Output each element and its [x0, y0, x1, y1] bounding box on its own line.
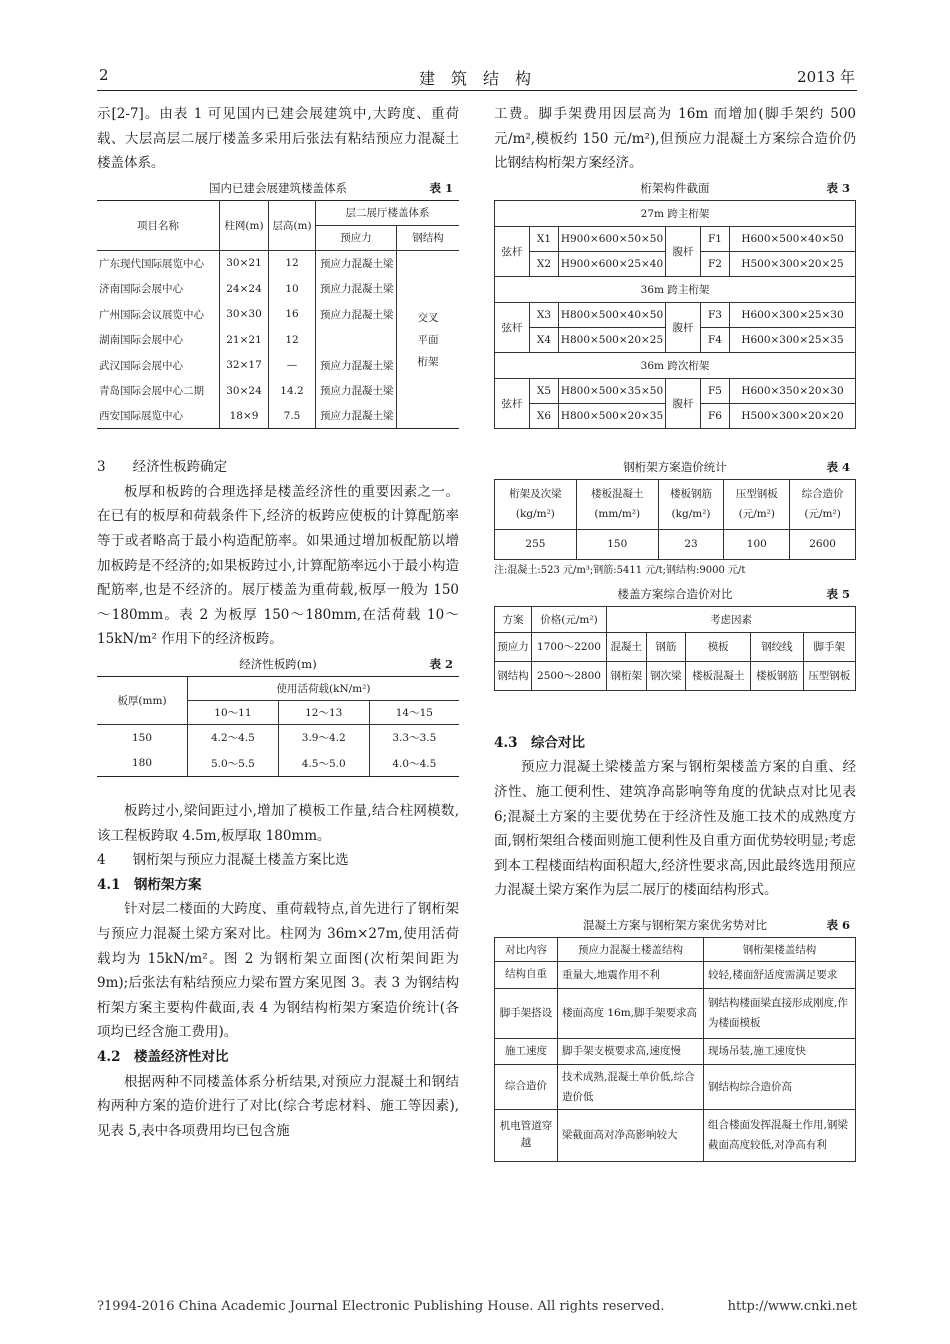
t1-height: 14.2	[269, 378, 316, 404]
intro-paragraph: 示[2-7]。由表 1 可见国内已建会展建筑中,大跨度、重荷载、大层高层二展厅楼盖多采用后张法有粘结预应力混凝土楼盖体系。	[97, 106, 459, 172]
table4-title: 钢桁架方案造价统计	[623, 459, 727, 474]
t1-steel-note-line: 交叉	[417, 311, 439, 324]
table1-caption	[97, 176, 459, 200]
table-row	[495, 988, 856, 1038]
table-row	[495, 226, 856, 251]
table-row	[97, 250, 459, 276]
t1-h-height: 层高(m)	[269, 200, 316, 250]
t3-chord-size: H900×600×25×40	[559, 251, 666, 276]
table2-title: 经济性板跨(m)	[239, 657, 317, 672]
t3-group-name: 27m 跨主桁架	[495, 200, 856, 226]
t2-h-load: 使用活荷载(kN/m²)	[188, 677, 460, 701]
t2-load-2: 12～13	[278, 701, 369, 725]
t6-h-item: 对比内容	[495, 937, 558, 961]
t3-web-id: F2	[701, 251, 730, 276]
t2-cell: 3.3～3.5	[369, 725, 459, 751]
header-rule	[97, 90, 857, 91]
t2-cell: 150	[131, 731, 153, 744]
t1-grid: 18×9	[220, 403, 269, 429]
t2-cell: 5.0～5.5	[188, 751, 279, 777]
t4-header-line: 压型钢板	[735, 488, 778, 501]
footer-url[interactable]: http://www.cnki.net	[727, 1299, 857, 1314]
table4-number: 表 4	[826, 459, 850, 474]
left-column	[97, 102, 459, 1143]
t1-pre: 预应力混凝土梁	[316, 403, 397, 429]
t4-header	[576, 479, 658, 529]
t5-cell: 混凝土	[607, 632, 647, 661]
t3-web: 腹杆	[666, 226, 701, 276]
t1-h-pre: 预应力	[316, 225, 397, 250]
t2-cell: 4.2～4.5	[188, 725, 279, 751]
t6-h-pre: 预应力混凝土楼盖结构	[558, 937, 704, 961]
t1-name: 广东现代国际展览中心	[99, 257, 204, 270]
t3-web-size: H600×500×40×50	[730, 226, 856, 251]
table1-title: 国内已建会展建筑楼盖体系	[209, 180, 347, 195]
t3-web-id: F4	[701, 327, 730, 352]
table4	[494, 479, 856, 560]
t5-cell: 模板	[686, 632, 751, 661]
t2-load-3: 14～15	[369, 701, 459, 725]
year: 2013 年	[797, 68, 855, 86]
group-header	[495, 276, 856, 302]
t5-cell: 楼板混凝土	[686, 661, 751, 690]
table3-number: 表 3	[826, 180, 850, 195]
t1-steel-note-line: 平面	[417, 333, 439, 346]
t3-chord-size: H800×500×20×25	[559, 327, 666, 352]
t1-pre: 预应力混凝土梁	[316, 301, 397, 327]
t4-header	[495, 479, 577, 529]
t3-web: 腹杆	[666, 302, 701, 352]
t3-web-size: H500×300×20×25	[730, 251, 856, 276]
t1-h-grid: 柱网(m)	[220, 200, 269, 250]
t1-h-system: 层二展厅楼盖体系	[316, 200, 460, 225]
t5-cell: 压型钢板	[803, 661, 855, 690]
t1-height: 7.5	[269, 403, 316, 429]
sec43-title: 4.3 综合对比	[494, 734, 585, 751]
t2-cell: 180	[131, 757, 153, 770]
footer-copyright: ?1994-2016 China Academic Journal Electronic Publishing House. All rights reserved.	[97, 1299, 665, 1314]
t4-header-line: (元/m²)	[738, 508, 775, 521]
table1-number: 表 1	[429, 180, 453, 195]
table-row	[495, 1038, 856, 1064]
t3-web-id: F6	[701, 403, 730, 428]
table5	[494, 606, 856, 691]
table-row	[495, 1109, 856, 1161]
t1-steel-note	[397, 250, 460, 429]
table-row	[495, 661, 856, 690]
t6-steel: 钢结构楼面梁直接形成刚度,作为楼面模板	[704, 988, 856, 1038]
t3-chord-size: H800×500×20×35	[559, 403, 666, 428]
table-row	[495, 378, 856, 403]
span-paragraph: 板跨过小,梁间距过小,增加了模板工作量,结合柱网模数,该工程板跨取 4.5m,板厚取 180mm。	[97, 803, 459, 844]
t2-h-thick: 板厚(mm)	[97, 677, 188, 725]
table3-caption	[494, 176, 856, 200]
t1-height: 16	[269, 301, 316, 327]
t3-chord: 弦杆	[495, 302, 530, 352]
table4-note: 注:混凝土:523 元/m³;钢筋:5411 元/t;钢结构:9000 元/t	[494, 564, 746, 576]
t5-cell: 1700～2200	[532, 632, 607, 661]
table1	[97, 200, 459, 430]
t1-steel-note-line: 桁架	[417, 355, 439, 368]
t4-header-line: 桁架及次梁	[509, 488, 562, 501]
t3-chord-id: X3	[530, 302, 559, 327]
table6-title: 混凝土方案与钢桁架方案优劣势对比	[583, 917, 767, 932]
t6-pre: 楼面高度 16m,脚手架要求高	[558, 988, 704, 1038]
sec42-paragraph: 根据两种不同楼盖体系分析结果,对预应力混凝土和钢结构两种方案的造价进行了对比(综合考虑材料、施工等因素),见表 5,表中各项费用均已包含施	[97, 1073, 459, 1139]
t1-name: 广州国际会议展览中心	[99, 308, 204, 321]
t6-steel: 组合楼面发挥混凝土作用,钢梁截面高度较低,对净高有利	[704, 1109, 856, 1161]
table5-number: 表 5	[826, 586, 850, 601]
t6-item: 施工速度	[495, 1038, 558, 1064]
table5-title: 楼盖方案综合造价对比	[617, 586, 733, 601]
t1-height: 12	[269, 250, 316, 276]
table2-caption	[97, 652, 459, 676]
sec41-title: 4.1 钢桁架方案	[97, 876, 202, 893]
sec41-paragraph: 针对层二楼面的大跨度、重荷载特点,首先进行了钢桁架与预应力混凝土梁方案对比。柱网为 36m×27m,使用活荷载均为 15kN/m²。图 2 为钢桁架立面图(次桁架间距为 9m);后张法有粘结预应力梁布置方案见图 3。表 3 为钢结构桁架方案主要构件截面,表 4 为钢结构桁架方案造价统计(各项均已经含施工费用)。	[97, 901, 459, 1041]
t3-chord-id: X6	[530, 403, 559, 428]
t1-pre	[316, 327, 397, 353]
table-row	[495, 1064, 856, 1109]
t6-item: 综合造价	[495, 1064, 558, 1109]
t4-header	[658, 479, 724, 529]
t4-value: 23	[658, 529, 724, 559]
table5-caption	[494, 582, 856, 606]
table3	[494, 200, 856, 429]
t4-header-line: 楼板钢筋	[670, 488, 713, 501]
t1-grid: 32×17	[220, 352, 269, 378]
t6-steel: 较轻,楼面舒适度需满足要求	[704, 961, 856, 988]
t3-chord-id: X1	[530, 226, 559, 251]
t3-web-size: H500×300×20×20	[730, 403, 856, 428]
t1-height: —	[269, 352, 316, 378]
t6-pre: 重量大,地震作用不利	[558, 961, 704, 988]
t5-cell: 预应力	[495, 632, 532, 661]
table3-title: 桁架构件截面	[640, 180, 710, 195]
t3-web-size: H600×300×25×35	[730, 327, 856, 352]
t1-name: 武汉国际会展中心	[99, 359, 183, 372]
t4-value: 2600	[790, 529, 856, 559]
t3-group-name: 36m 跨主桁架	[495, 276, 856, 302]
sec4-title: 4 钢桁架与预应力混凝土楼盖方案比选	[97, 852, 349, 869]
sec3-title: 3 经济性板跨确定	[97, 459, 228, 476]
t6-steel: 钢结构综合造价高	[704, 1064, 856, 1109]
sec43-paragraph: 预应力混凝土梁楼盖方案与钢桁架楼盖方案的自重、经济性、施工便利性、建筑净高影响等角度的优缺点对比见表 6;混凝土方案的主要优势在于经济性及施工技术的成熟度方面,钢桁架组合楼面则施工便利性及自重方面优势较明显;考虑到本工程楼面结构面积超大,经济性要求高,因此最终选用预应力混凝土梁方案作为层二展厅的楼面结构形式。	[494, 759, 856, 899]
sec3-paragraph: 板厚和板跨的合理选择是楼盖经济性的重要因素之一。在已有的板厚和荷载条件下,经济的板跨应使板的计算配筋率等于或者略高于最小构造配筋率。如果通过增加板配筋以增加板跨是不经济的;如果板跨过小,计算配筋率远小于最小构造配筋率,也是不经济的。展厅楼盖为重荷载,板厚一般为 150～180mm。表 2 为板厚 150～180mm,在活荷载 10～15kN/m² 作用下的经济板跨。	[97, 483, 459, 648]
group-header	[495, 352, 856, 378]
table-row	[495, 961, 856, 988]
t3-web-id: F5	[701, 378, 730, 403]
t1-name: 济南国际会展中心	[99, 283, 183, 296]
t6-pre: 技术成熟,混凝土单价低,综合造价低	[558, 1064, 704, 1109]
t5-cell: 钢桁架	[607, 661, 647, 690]
t4-header-line: 综合造价	[801, 488, 844, 501]
t4-header-line: (kg/m²)	[671, 508, 711, 521]
t5-cell: 钢筋	[646, 632, 686, 661]
table-row	[97, 751, 459, 777]
table2	[97, 676, 459, 777]
t1-pre: 预应力混凝土梁	[316, 276, 397, 302]
t1-height: 10	[269, 276, 316, 302]
t6-pre: 梁截面高对净高影响较大	[558, 1109, 704, 1161]
t1-grid: 30×24	[220, 378, 269, 404]
table6-number: 表 6	[826, 917, 850, 932]
t2-cell: 4.5～5.0	[278, 751, 369, 777]
table-row	[97, 725, 459, 751]
t3-chord-id: X2	[530, 251, 559, 276]
t3-web-id: F1	[701, 226, 730, 251]
t2-cell: 3.9～4.2	[278, 725, 369, 751]
t5-cell: 钢结构	[495, 661, 532, 690]
t6-item: 脚手架搭设	[495, 988, 558, 1038]
t2-cell: 4.0～4.5	[369, 751, 459, 777]
t4-value: 150	[576, 529, 658, 559]
t5-h-factors: 考虑因素	[607, 606, 856, 632]
t3-chord: 弦杆	[495, 378, 530, 428]
t5-h-price: 价格(元/m²)	[532, 606, 607, 632]
table-row	[495, 302, 856, 327]
t2-load-1: 10～11	[188, 701, 279, 725]
t3-chord-id: X5	[530, 378, 559, 403]
t4-header-line: (mm/m²)	[594, 508, 641, 521]
right-column	[494, 102, 856, 1162]
t6-item: 机电管道穿越	[495, 1109, 558, 1161]
t3-web-size: H600×300×25×30	[730, 302, 856, 327]
t1-grid: 30×21	[220, 250, 269, 276]
t4-header-line: (元/m²)	[804, 508, 841, 521]
t5-cell: 钢绞线	[751, 632, 803, 661]
t5-cell: 脚手架	[803, 632, 855, 661]
t6-pre: 脚手架支模要求高,速度慢	[558, 1038, 704, 1064]
t3-chord-size: H900×600×50×50	[559, 226, 666, 251]
t1-pre: 预应力混凝土梁	[316, 378, 397, 404]
t1-name: 青岛国际会展中心二期	[99, 385, 204, 398]
t4-header-line: 楼板混凝土	[590, 488, 644, 501]
t4-header-line: (kg/m²)	[515, 508, 555, 521]
t4-header	[790, 479, 856, 529]
table4-caption	[494, 455, 856, 479]
t1-grid: 21×21	[220, 327, 269, 353]
t1-h-steel: 钢结构	[397, 225, 460, 250]
t5-cell: 2500～2800	[532, 661, 607, 690]
table-row	[495, 632, 856, 661]
t1-grid: 24×24	[220, 276, 269, 302]
t3-web-id: F3	[701, 302, 730, 327]
journal-title: 建 筑 结 构	[418, 69, 531, 88]
t3-group-name: 36m 跨次桁架	[495, 352, 856, 378]
t4-value: 255	[495, 529, 577, 559]
t5-cell: 楼板钢筋	[751, 661, 803, 690]
t1-pre: 预应力混凝土梁	[316, 250, 397, 276]
t1-pre: 预应力混凝土梁	[316, 352, 397, 378]
t5-cell: 钢次梁	[646, 661, 686, 690]
table6	[494, 937, 856, 1162]
t1-h-name: 项目名称	[97, 200, 220, 250]
table2-number: 表 2	[429, 657, 453, 672]
table6-caption	[494, 913, 856, 937]
page-number: 2	[99, 66, 109, 84]
t6-h-steel: 钢桁架楼盖结构	[704, 937, 856, 961]
t1-name: 湖南国际会展中心	[99, 334, 183, 347]
sec42-title: 4.2 楼盖经济性对比	[97, 1048, 229, 1065]
t3-chord: 弦杆	[495, 226, 530, 276]
t6-steel: 现场吊装,施工速度快	[704, 1038, 856, 1064]
t4-header	[724, 479, 790, 529]
t1-grid: 30×30	[220, 301, 269, 327]
t3-chord-size: H800×500×35×50	[559, 378, 666, 403]
group-header	[495, 200, 856, 226]
cont-paragraph: 工费。脚手架费用因层高为 16m 而增加(脚手架约 500 元/m²,模板约 150 元/m²),但预应力混凝土方案综合造价仍比钢结构桁架方案经济。	[494, 106, 856, 172]
t1-height: 12	[269, 327, 316, 353]
t3-chord-size: H800×500×40×50	[559, 302, 666, 327]
t4-value: 100	[724, 529, 790, 559]
t1-name: 西安国际展览中心	[99, 410, 183, 423]
t3-web: 腹杆	[666, 378, 701, 428]
t5-h-scheme: 方案	[495, 606, 532, 632]
t3-chord-id: X4	[530, 327, 559, 352]
t6-item: 结构自重	[495, 961, 558, 988]
t3-web-size: H600×350×20×30	[730, 378, 856, 403]
